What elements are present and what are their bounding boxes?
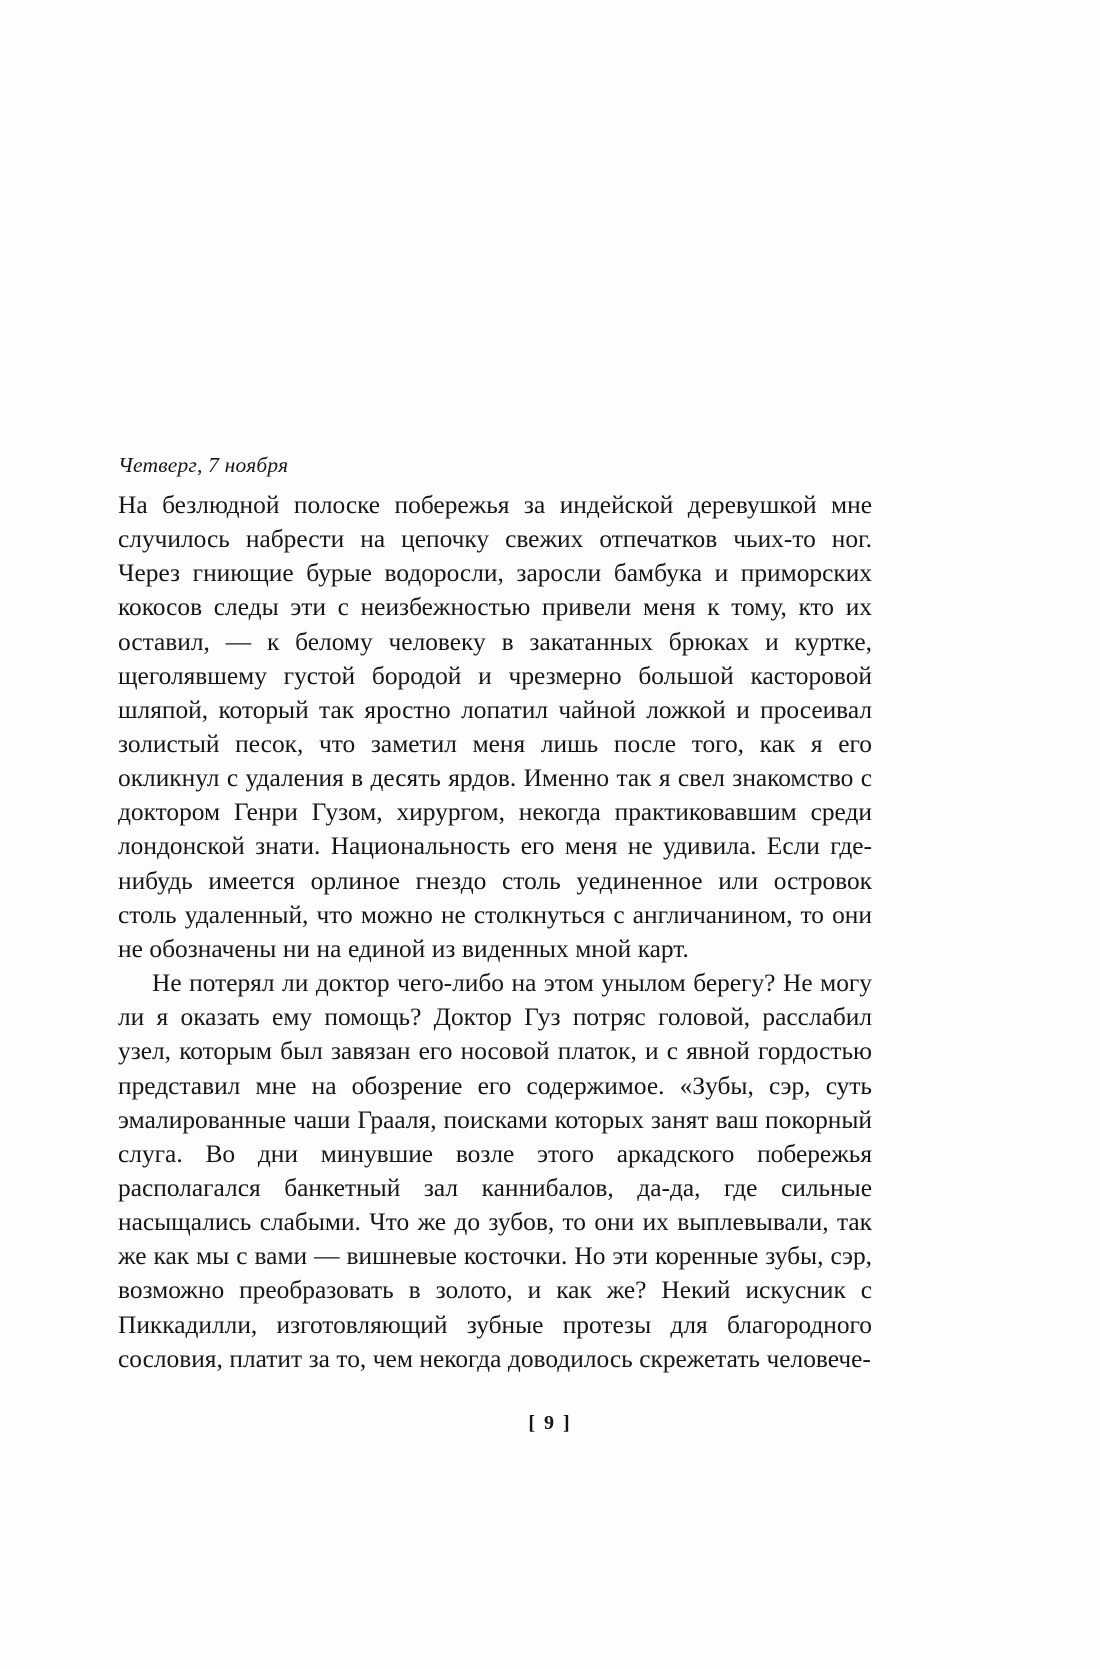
paragraph-1: На безлюдной полоске побережья за индейской деревушкой мне случилось набрести на цепочку свежих отпечатков чьих-то ног. Через гниющие бурые водоросли, заросли бамбука и приморских кокосов следы эти с неизбежностью привели меня к тому, кто их оставил, — к белому человеку в закатанных брюках и куртке, щеголявшему густой бородой и чрезмерно большой касторовой шляпой, который так яростно лопатил чайной ложкой и просеивал золистый песок, что заметил меня лишь после того, как я его окликнул с удаления в десять ярдов. Именно так я свел знакомство с доктором Генри Гузом, хирургом, некогда практиковавшим среди лондонской знати. Национальность его меня не удивила. Если где-нибудь имеется орлиное гнездо столь уединенное или островок столь удаленный, что можно не столкнуться с англичанином, то они не обозначены ни на единой из виденных мной карт. <box>118 490 872 963</box>
folio-close-bracket: ] <box>563 1412 572 1434</box>
folio-open-bracket: [ <box>528 1412 537 1434</box>
page-text-block <box>118 452 872 1376</box>
paragraph-2: Не потерял ли доктор чего-либо на этом унылом берегу? Не могу ли я оказать ему помощь? Доктор Гуз потряс головой, расслабил узел, которым был завязан его носовой платок, и с явной гордостью представил мне на обозрение его содержимое. «Зубы, сэр, суть эмалированные чаши Грааля, поисками которых занят ваш покорный слуга. Во дни минувшие возле этого аркадского побережья располагался банкетный зал каннибалов, да-да, где сильные насыщались слабыми. Что же до зубов, то они их выплевывали, так же как мы с вами — вишневые косточки. Но эти коренные зубы, сэр, возможно преобразовать в золото, и как же? Некий искусник с Пиккадилли, изготовляющий зубные протезы для благородного сословия, платит за то, чем некогда доводилось скрежетать человече- <box>118 969 872 1373</box>
date-heading: Четверг, 7 ноября <box>118 453 289 477</box>
page-folio <box>0 1412 1100 1435</box>
folio-number: 9 <box>544 1412 556 1434</box>
